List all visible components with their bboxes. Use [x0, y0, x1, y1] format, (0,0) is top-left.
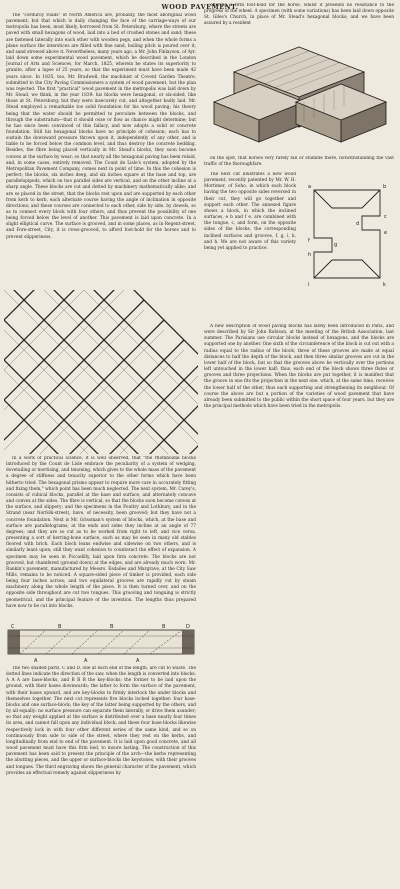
- right-column-block-1: [204, 3, 394, 41]
- article-text: The "corduroy roads" of North America are, probably, the most aboriginal wood pavement; but that which is daily changing the face of the carriage-ways of our metropolis has been, most likely, borrowed from St. Petersburg, where the streets are paved with small hexagons of wood, laid into a bed of crushed stones and sand; these are fastened laterally into each other with wooden pegs, and when the whole forms a plane surface the interstices are filled with fine sand, boiling pitch is poured over it, and sand strewed above it. Nevertheless, many years ago, a Mr. John Finlayson, of Ayr, laid down some experimental wood pavement, which he described in the London Journal of Arts and Sciences, for March, 1825, wherein he states its superiority to granite, after a lapse of 25 years, so that the experiment must have been made 42 years since. In 1835, too, Mr. Bradwell, the machinist of Covent Garden Theatre, submitted to the City Paving Commissioners a system of wood pavement, but the plan was rejected. The first "practical" wood pavement in the metropolis was laid down by Mr. Stead, we think, in the year 1839: his blocks were hexagonal, or six-sided, like those at St. Petersburg; but they were insecurely cut, and altogether badly laid. Mr. Stead employed a remarkable too solid foundation for his wood paving; his theory being that the water should be permitted to percolate between the blocks, and through the substratum—that it should ooze or flow as chance might determine; but he has since been convinced of this fallacy, and now adopts a solid or concrete foundation. Still his hexagonal blocks have no principle of cohesion; each has to sustain the downward pressure thrown upon it, independently of any other, and is liable to be forced below the common level, and thus destroy the concrete bedding. Besides, the fibre being placed vertically in Mr. Stead's blocks, they soon become convex at the surface by wear; so that nearly all the hexagonal paving has been relaid, and, in some cases, entirely removed. The Count de Lisle's system, adopted by the Metropolitan Pavement Company, comes next in point of time. In this the cohesion is perfect; the blocks, six inches deep, and six inches square at the base and top, are parallelopipeds, which on two parallel sides are vertical, and on the other incline at a sharp angle. These blocks are cut and dotted by machinery mathematically alike; and are so placed in the street, that the blocks rest upon and are supported by each other from kerb to kerb, each alternate course having the angle of inclination in opposite directions; and these courses are connected to each other, side by side, by dowels, so as to connect every block with four others, and thus prevent the possibility of one being forced below the level of another. This pavement is laid upon concrete. In a slight elliptical curve. The surface is grooved, and in some places, as in Regent-street, and Fore-street, City, it is cross-grooved, to afford foot-hold for the horses and to prevent slipperiness.: [6, 13, 196, 240]
- fig-label-e: e: [384, 230, 388, 236]
- article-text: A new description of wood paving blocks has lately been introduced in Paris, and were described by Sir John Robison, at the meeting of the British Association, last summer. The Parisians use circular blocks instead of hexagons, and the blocks are supported one by another. One sixth of the circumference of the block is cut out with a radius equal to the radius of the block; three of these grooves are made at equal distances to half the depth of the block, and then three similar grooves are cut in the lower half of the block, but so that the grooves above be vertically over the portions left untouched in the lower half: thus, each end of the block shows three flutes or grooves and three projections. When the blocks are put together, it is manifest that the groove in one fits the projection in the next one, which, at the same time, receives the lower half of the other, thus each supporting and strengthening its neighbour. Of course the above are but a portion of the varieties of wood pavement that have already been submitted to the public within the short space of four years, but they are the principal methods which have been tried in the metropolis.: [204, 324, 394, 410]
- fig-label-a2: A: [84, 658, 88, 664]
- fig-label-a: a: [308, 184, 312, 190]
- fig-label-g: g: [334, 242, 338, 248]
- fig-label-a3: A: [136, 658, 140, 664]
- right-column-block-3: [204, 172, 296, 320]
- mortimer-block-figure: [300, 178, 396, 296]
- rankin-block-length-figure: [6, 622, 196, 664]
- left-column-block-2: [6, 456, 196, 621]
- fig-label-b2: B: [110, 624, 114, 630]
- right-column-block-4: [204, 324, 394, 504]
- fig-label-f: f: [308, 238, 310, 244]
- page-title: WOOD PAVEMENT.: [161, 3, 239, 11]
- article-text: offering a firm foot-hold for the horse, whilst it presents no resistance to the progress of the wheel. A specimen (with some variations) has been laid down opposite St. Giles's Church, in place of Mr. Stead's hexagonal blocks; and we have been assured by a resident: [204, 3, 394, 27]
- fig-label-a1: A: [34, 658, 38, 664]
- interlocking-blocks-figure: [204, 42, 396, 154]
- article-text: The next cut illustrates a new wood pavement, recently patented by Mr. W. H. Mortimer, of Soho, in which each block having the two opposite sides reversed in their cut, they will go together and support each other. The annexed figure shows a block, in which the inclined surfaces, e b and f e, are combined with the tongue, c, and form, on the opposite sides of the blocks, the corresponding inclined surfaces and grooves, f, g, i, k, and h. We are not aware of this variety being yet applied to practice.: [204, 172, 296, 251]
- article-text: The two shaded parts, C and D, one at each end of the length, are cut to waste. The dotted lines indicate the direction of the saw, when the length is converted into blocks. A A A are base-blocks, and B B B the key-blocks; the former to be laid upon the ground, with their bases downwards; the latter to form the surface of the pavement, with their bases upward, and are key-blocks to firmly interlock the under blocks and themselves together. The next cut represents five blocks locked together: four base-blocks and one surface-block; the key of the latter being supported by the others, and by all equally: no surface pressure can separate them laterally, or drive them asunder; so that any weight applied at the surface is distributed over a base nearly four times its area, and cannot fall upon any individual block; and these four base-blocks likewise respectively lock in with four other different series of the same kind, and so on continuously from side to side of the street, where they rest on the kerbs, and longitudinally from end to end of the pavement. It is laid upon good concrete, and all wood pavement must have this firm bed, to insure lasting. The construction of this pavement has been said to present the principle of the arch—the kerbs representing the abutting pieces, and the upper or surface-blocks the keystones, with their grooves and tongues. The third engraving shows the general character of the pavement, which provides an effectual remedy against slipperiness by: [6, 666, 196, 776]
- fig-label-d: d: [356, 221, 360, 227]
- fig-label-h: h: [308, 252, 312, 258]
- left-column-block-1: [6, 13, 196, 288]
- left-column-block-3: [6, 666, 196, 886]
- article-text: In a work of practical science, it is well observed, that "the rhomboidal blocks introduced by the Count de Lisle embrace the peculiarity of a system of wedging, dovetailing or mortising, and tenoning, which gives to the whole mass of the pavement a degree of stiffness and tenacity superior to the other forms which have been hitherto tried. The hexagonal prisms appear to require more care in accurately fitting and fixing them," which point has been much neglected. The next system, Mr. Carey's, consists of cubical blocks, parallel at the base and surface, and alternately concave and convex at the sides. The fibre is vertical, so that the blocks soon become convex at the surface, and slippery; and the specimens in the Poultry and Lothbury, and in the Strand (near Norfolk-street), have, of necessity, been grooved; but they have not a concrete foundation. Next is Mr. Grissman's system of blocks, which, at the base and surface are parallelograms; at the ends and sides they incline at an angle of 77 degrees; and they are so cut as to be worked from right to left, and vice versa, presenting a sort of herring-bone surface, such as may be seen in many old stables floored with brick. Each block leans endwise and sidewise on two others, and is similarly leant upon; still they want cohesion to counteract the effect of expansion. A specimen may be seen in Piccadilly, laid upon firm concrete. The blocks are not grooved, but chamfered (ground down) at the edges, and are already much worn. Mr. Rankin's pavement, manufactured by Messrs. Esdailes and Margrave, at the City Saw Mills, remains to be noticed. A square-sided piece of timber is provided, each side being four inches across; and two equilateral grooves are rapidly cut by steam machinery along the whole length of the piece. It is then turned over, and on the opposite side throughout are cut two tongues. This grooving and tonguing is strictly geometrical, and the principal feature of the invention. The lengths thus prepared have now to be cut into blocks.: [6, 456, 196, 609]
- lattice-pavement-figure: [4, 290, 198, 454]
- article-text: on the spot, that horses very rarely fall or stumble there, notwithstanding the vast traffic of the thoroughfare.: [204, 156, 394, 168]
- fig-label-i: i: [308, 282, 310, 288]
- fig-label-b3: B: [162, 624, 166, 630]
- fig-label-c: c: [384, 214, 387, 220]
- fig-label-c: C: [11, 624, 15, 630]
- fig-label-b: b: [383, 184, 387, 190]
- fig-label-d: D: [186, 624, 190, 630]
- right-column-block-2: [204, 156, 394, 170]
- fig-label-b1: B: [58, 624, 62, 630]
- fig-label-k: k: [383, 282, 386, 288]
